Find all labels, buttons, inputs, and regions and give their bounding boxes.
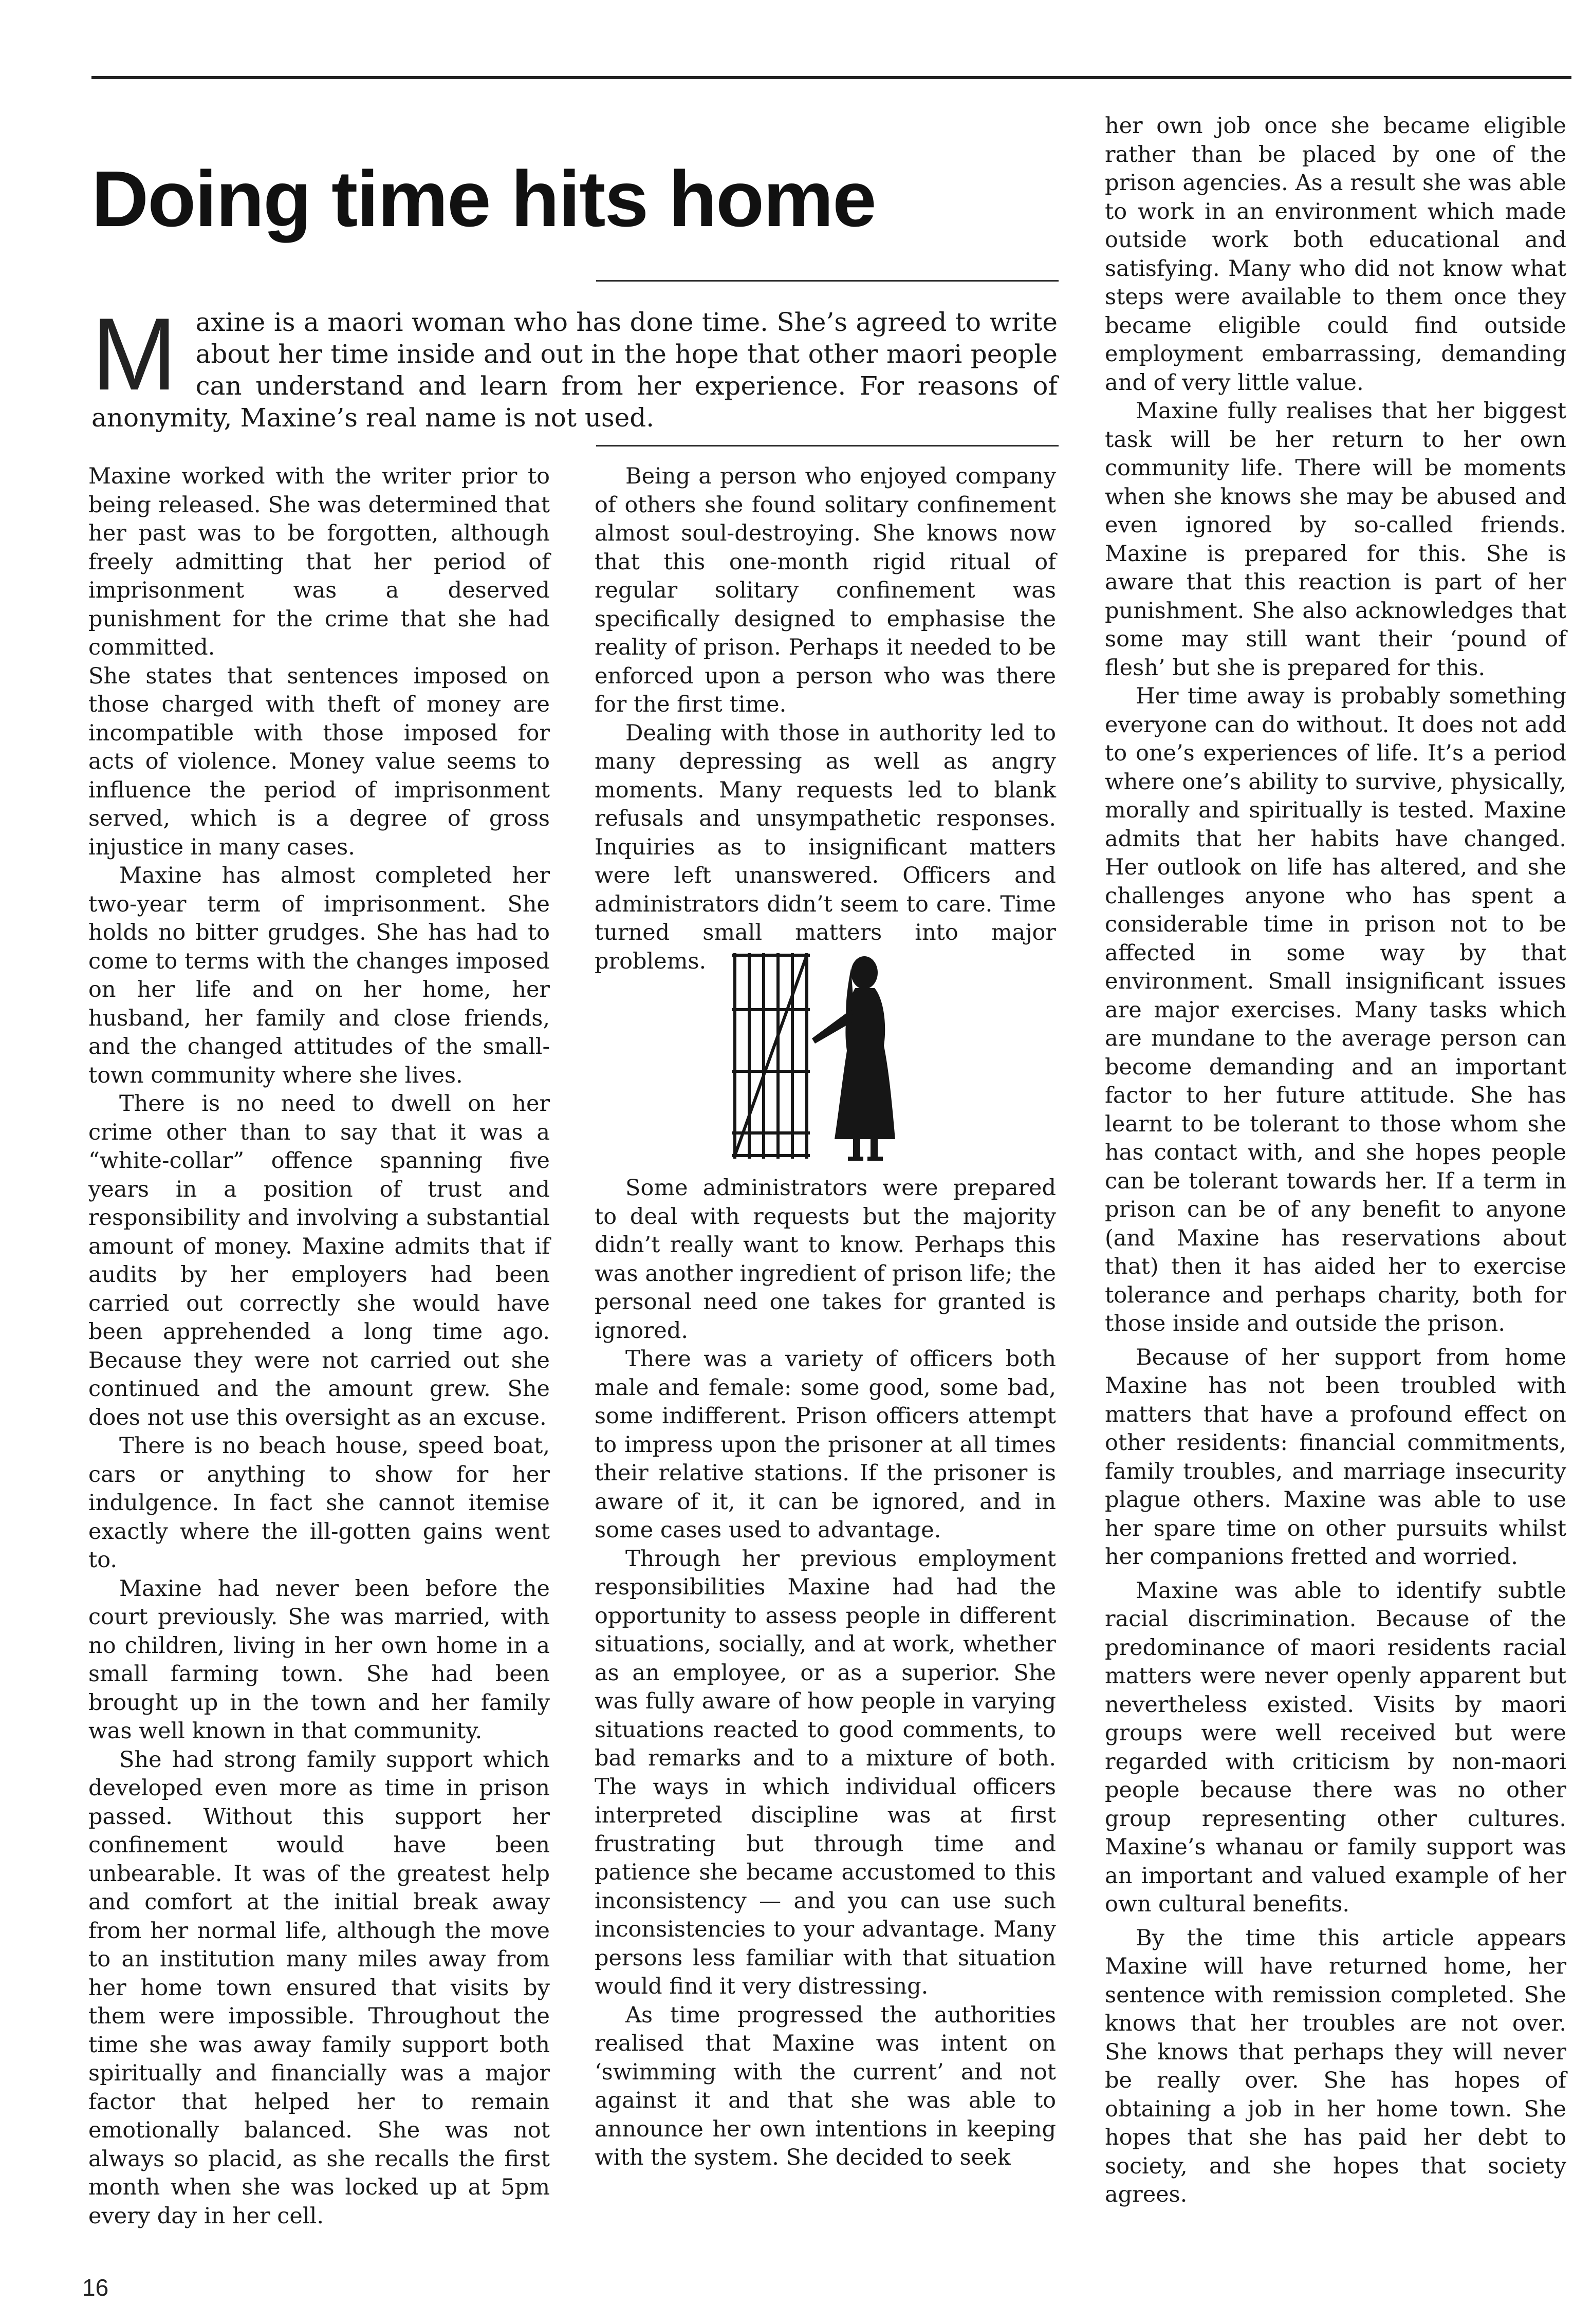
article-intro [91, 297, 1058, 434]
column-2-bottom [595, 1174, 1056, 2172]
headline-underline [596, 280, 1059, 282]
prisoner-silhouette-illustration [730, 948, 925, 1164]
paragraph: Maxine worked with the writer prior to being released. She was determined that her past was to be forgotten, although freely admitting that her period of imprisonment was a deserved punishment for the crime that she had committed. [88, 463, 550, 660]
paragraph: Through her previous employment responsibilities Maxine had had the opportunity to assess people in different situations, socially, and at work, whether as an employee, or as a superior. She was fully aware of how people in varying situations reacted to good comments, to bad remarks and to a mixture of both. The ways in which individual officers interpreted discipline was at first frustrating but through time and patience she became accustomed to this inconsistency — and you can use such inconsistencies to your advantage. Many persons less familiar with that situation would find it very distressing. [595, 1546, 1056, 1999]
paragraph: There is no need to dwell on her crime other than to say that it was a “white-collar” offence spanning five years in a position of trust and responsibility and involving a substantial amount of money. Maxine admits that if audits by her employers had been carried out correctly she would have been apprehended a long time ago. Because they were not carried out she continued and the amount grew. She does not use this oversight as an excuse. [88, 1091, 550, 1430]
drop-cap: M [91, 297, 177, 412]
paragraph: She had strong family support which developed even more as time in prison passed. Without this support her confinement would have been unbearable. It was of the greatest help and comfort at the initial break away from her normal life, although the move to an institution many miles away from her home town ensured that visits by them were impossible. Throughout the time she was away family support both spiritually and financially was a major factor that helped her to remain emotionally balanced. She was not always so placid, as she recalls the first month when she was locked up at 5pm every day in her cell. [88, 1746, 550, 2229]
paragraph: Her time away is probably something everyone can do without. It does not add to one’s experiences of life. It’s a period where one’s ability to survive, physically, morally and spiritually is tested. Maxine admits that her habits have changed. Her outlook on life has altered, and she challenges anyone who has spent a considerable time in prison not to be affected in some way by that environment. Small insignificant issues are major exercises. Many tasks which are mundane to the average person can become demanding and an important factor to her future attitude. She has learnt to be tolerant to those whom she has contact with, and she hopes people can be tolerant towards her. If a term in prison can be of any benefit to anyone (and Maxine has reservations about that) then it has aided her to exercise tolerance and perhaps charity, both for those inside and outside the prison. [1105, 683, 1566, 1336]
intro-text: axine is a maori woman who has done time. She’s agreed to write about her time inside and out in the hope that other maori people can understand and learn from her experience. For reasons of anonymity, Maxine’s real name is not used. [91, 307, 1058, 433]
top-rule [91, 76, 1571, 79]
woman-silhouette-icon [812, 956, 895, 1161]
paragraph: She states that sentences imposed on those charged with theft of money are incompatible with those imposed for acts of violence. Money value seems to influence the period of imprisonment served, which is a degree of gross injustice in many cases. [88, 663, 550, 860]
page-number: 16 [82, 2274, 109, 2301]
prison-gate-icon [732, 953, 810, 1159]
paragraph: By the time this article appears Maxine will have returned home, her sentence with remission completed. She knows that her troubles are not over. She knows that perhaps they will never be really over. She has hopes of obtaining a job in her home town. She hopes that she has paid her debt to society, and she hopes that society agrees. [1105, 1925, 1566, 2207]
paragraph: Because of her support from home Maxine has not been troubled with matters that have a profound effect on other residents: financial commitments, family troubles, and marriage insecurity plague others. Maxine was able to use her spare time on other pursuits whilst her companions fretted and worried. [1105, 1344, 1566, 1570]
paragraph: Maxine had never been before the court previously. She was married, with no children, living in her own home in a small farming town. She had been brought up in the town and her family was well known in that community. [88, 1575, 550, 1744]
paragraph: Maxine fully realises that her biggest task will be her return to her own community life. There will be moments when she knows she may be abused and even ignored by so-called friends. Maxine is prepared for this. She is aware that this reaction is part of her punishment. She also acknowledges that some may still want their ‘pound of flesh’ but she is prepared for this. [1105, 398, 1566, 681]
paragraph: her own job once she became eligible rather than be placed by one of the prison agencies. As a result she was able to work in an environment which made outside work both educational and satisfying. Many who did not know what steps were available to them once they became eligible could find outside employment embarrassing, demanding and of very little value. [1105, 113, 1566, 396]
paragraph: Maxine has almost completed her two-year term of imprisonment. She holds no bitter grudges. She has had to come to terms with the changes imposed on her life and on her home, her husband, her family and close friends, and the changed attitudes of the small-town community where she lives. [88, 863, 550, 1088]
paragraph: There was a variety of officers both male and female: some good, some bad, some indifferent. Prison officers attempt to impress upon the prisoner at all times their relative stations. If the prisoner is aware of it, it can be ignored, and in some cases used to advantage. [595, 1346, 1056, 1543]
paragraph: There is no beach house, speed boat, cars or anything to show for her indulgence. In fact she cannot itemise exactly where the ill-gotten gains went to. [88, 1433, 550, 1573]
column-3 [1105, 112, 1566, 2209]
column-1 [88, 462, 550, 2230]
paragraph: As time progressed the authorities realised that Maxine was intent on ‘swimming with the current’ and not against it and that she was able to announce her own intentions in keeping with the system. She decided to seek [595, 2002, 1056, 2170]
column-2-top [595, 462, 1056, 976]
paragraph: Dealing with those in authority led to many depressing as well as angry moments. Many requests led to blank refusals and unsympathetic responses. Inquiries as to insignificant matters were left unanswered. Officers and administrators didn’t seem to care. Time turned small matters into major problems. [595, 720, 1056, 974]
article-headline: Doing time hits home [91, 155, 876, 243]
paragraph: Maxine was able to identify subtle racial discrimination. Because of the predominance of maori residents racial matters were never openly apparent but nevertheless existed. Visits by maori groups were well received but were regarded with criticism by non-maori people because there was no other group representing other cultures. Maxine’s whanau or family support was an important and valued example of her own cultural benefits. [1105, 1577, 1566, 1917]
paragraph: Some administrators were prepared to deal with requests but the majority didn’t really want to know. Perhaps this was another ingredient of prison life; the personal need one takes for granted is ignored. [595, 1175, 1056, 1344]
paragraph: Being a person who enjoyed company of others she found solitary confinement almost soul-destroying. She knows now that this one-month rigid ritual of regular solitary confinement was specifically designed to emphasise the reality of prison. Perhaps it needed to be enforced upon a person who was there for the first time. [595, 463, 1056, 717]
intro-underline [596, 445, 1059, 447]
